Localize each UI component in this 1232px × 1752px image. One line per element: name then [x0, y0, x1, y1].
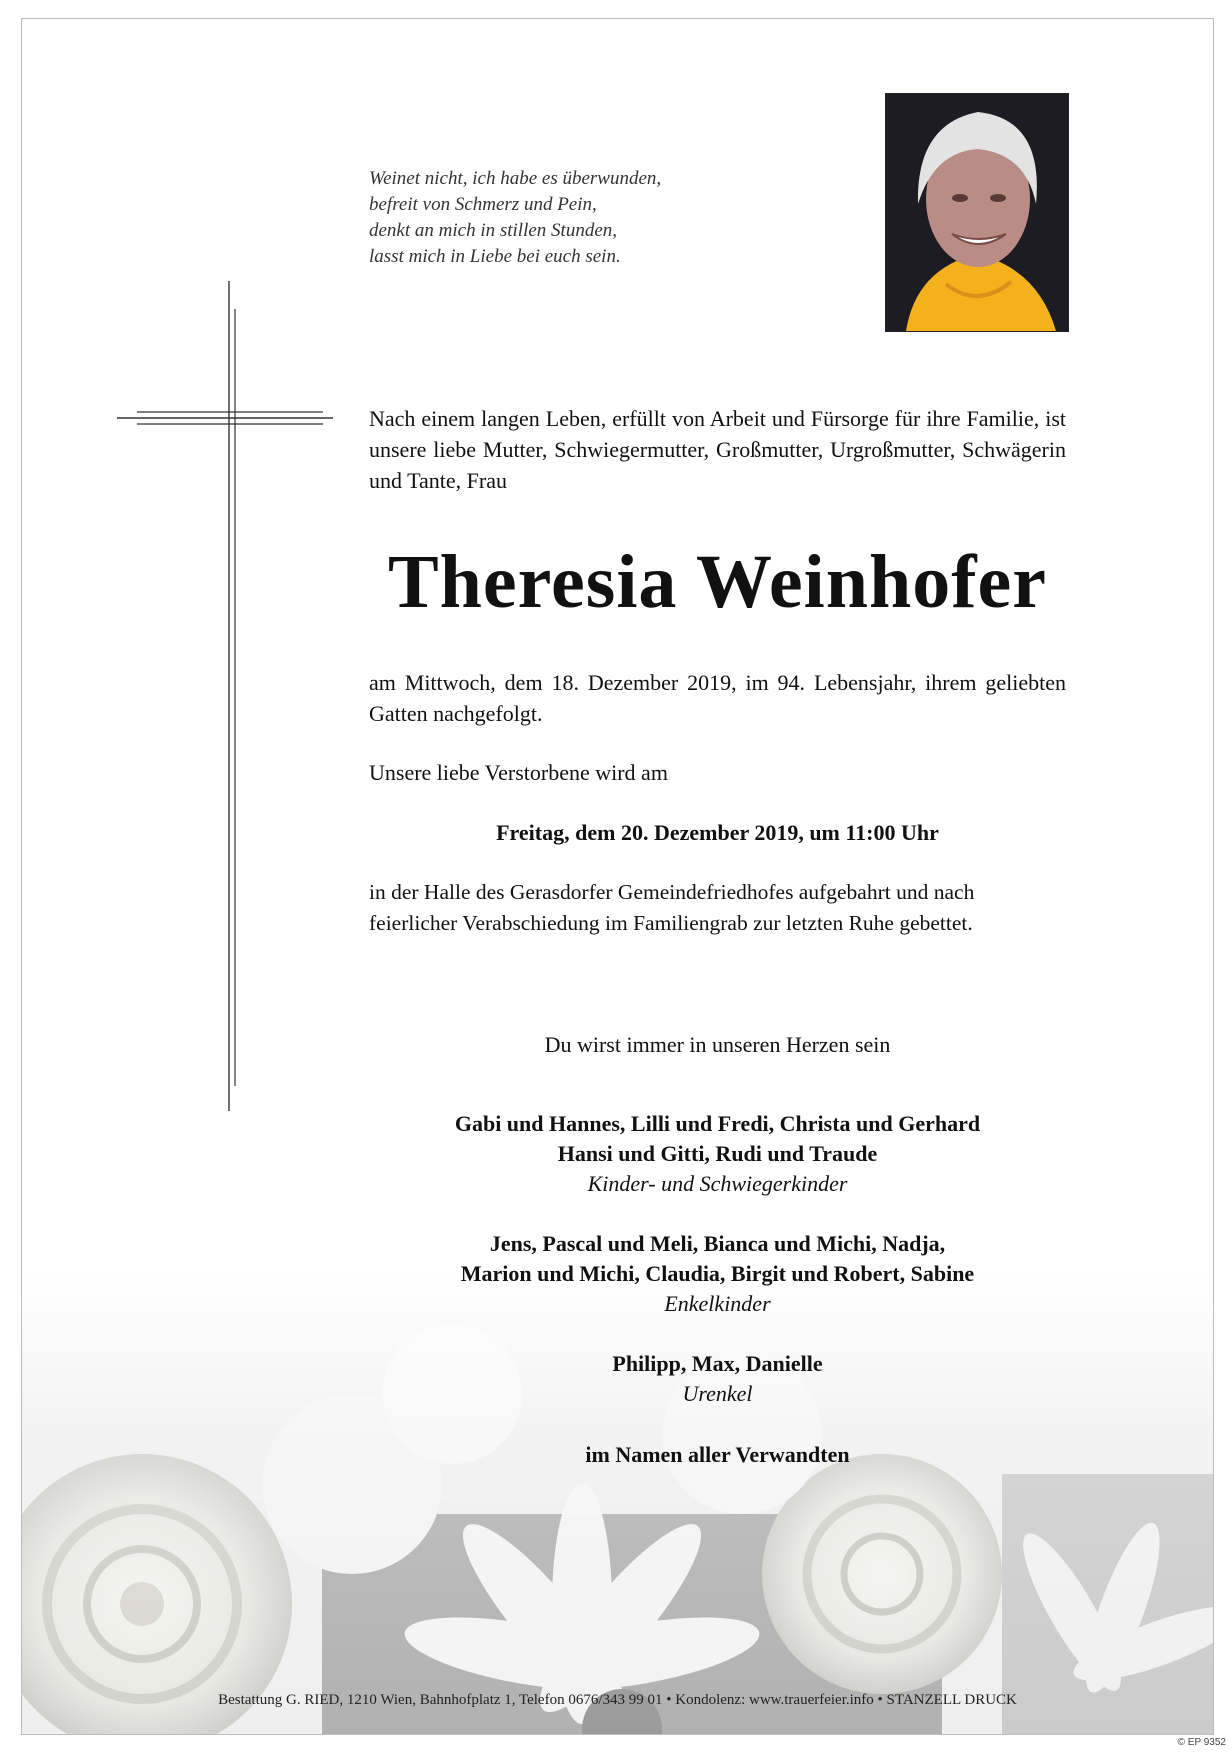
children-label: Kinder- und Schwiegerkinder	[587, 1171, 848, 1196]
print-code: © EP 9352	[1177, 1737, 1226, 1748]
deceased-name: Theresia Weinhofer	[387, 540, 1048, 624]
children-names: Hansi und Gitti, Rudi und Traude	[557, 1141, 878, 1166]
funeral-home-footer: Bestattung G. RIED, 1210 Wien, Bahnhofplatz 1, Telefon 0676/343 99 01 • Kondolenz: www.trauerfeier.info • STANZELL DRUCK	[218, 1692, 1017, 1708]
family-children	[369, 1109, 1066, 1199]
closing-line: im Namen aller Verwandten	[585, 1442, 850, 1467]
family-grandchildren	[369, 1229, 1066, 1319]
funeral-details: in der Halle des Gerasdorfer Gemeindefriedhofes aufgebahrt und nach feierlicher Verabschiedung im Familiengrab zur letzten Ruhe gebettet.	[369, 880, 975, 935]
poem-line: befreit von Schmerz und Pein,	[369, 194, 597, 215]
memorial-motto: Du wirst immer in unseren Herzen sein	[544, 1032, 891, 1057]
funeral-date: Freitag, dem 20. Dezember 2019, um 11:00 Uhr	[496, 820, 939, 845]
death-announcement: am Mittwoch, dem 18. Dezember 2019, im 94. Lebensjahr, ihrem geliebten Gatten nachgefolgt.	[369, 670, 1066, 726]
funeral-lead: Unsere liebe Verstorbene wird am	[369, 760, 668, 785]
obituary-card	[21, 18, 1214, 1735]
great-grandchildren-names: Philipp, Max, Danielle	[612, 1351, 823, 1376]
poem-line: lasst mich in Liebe bei euch sein.	[369, 246, 621, 267]
grandchildren-names: Jens, Pascal und Meli, Bianca und Michi, Nadja,	[489, 1231, 946, 1256]
cross-icon	[97, 281, 337, 1111]
children-names: Gabi und Hannes, Lilli und Fredi, Christa und Gerhard	[454, 1111, 981, 1136]
memorial-poem	[369, 166, 729, 270]
intro-paragraph: Nach einem langen Leben, erfüllt von Arbeit und Fürsorge für ihre Familie, ist unsere liebe Mutter, Schwiegermutter, Großmutter, Urgroßmutter, Schwägerin und Tante, Frau	[369, 406, 1066, 493]
poem-line: Weinet nicht, ich habe es überwunden,	[369, 168, 662, 189]
portrait-photo	[885, 93, 1069, 332]
poem-line: denkt an mich in stillen Stunden,	[369, 220, 618, 241]
flower-background-image	[22, 1274, 1213, 1734]
great-grandchildren-label: Urenkel	[682, 1381, 753, 1406]
grandchildren-label: Enkelkinder	[664, 1291, 771, 1316]
grandchildren-names: Marion und Michi, Claudia, Birgit und Robert, Sabine	[460, 1261, 975, 1286]
family-great-grandchildren	[369, 1349, 1066, 1409]
